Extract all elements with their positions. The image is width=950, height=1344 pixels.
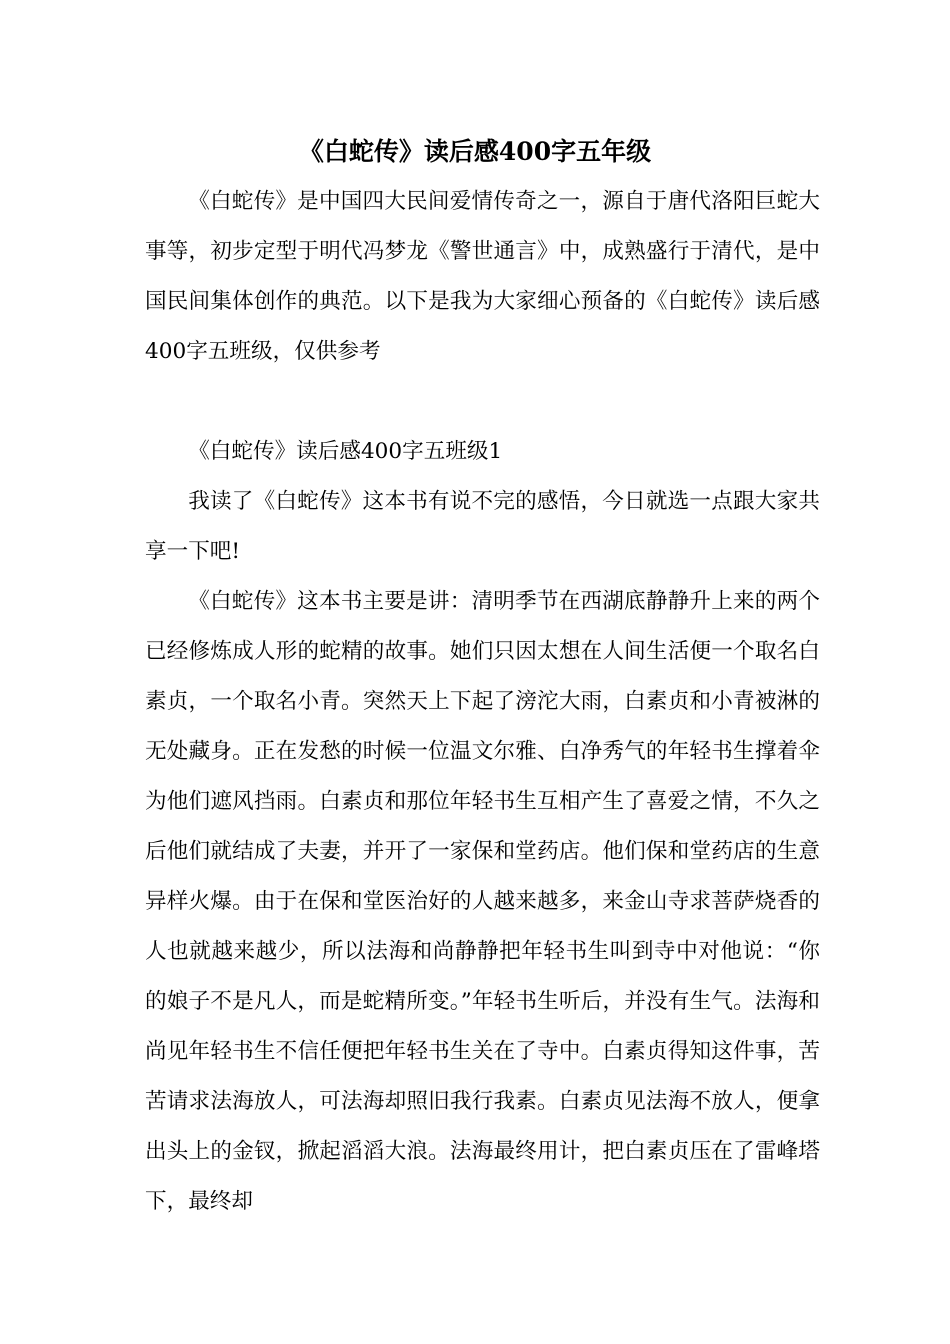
paragraph-spacer — [145, 377, 820, 427]
body-paragraph: 《白蛇传》这本书主要是讲：清明季节在西湖底静静升上来的两个已经修炼成人形的蛇精的故事。她们只因太想在人间生活便一个取名白素贞，一个取名小青。突然天上下起了滂沱大雨，白素贞和小青被淋的无处藏身。正在发愁的时候一位温文尔雅、白净秀气的年轻书生撑着伞为他们遮风挡雨。白素贞和那位年轻书生互相产生了喜爱之情，不久之后他们就结成了夫妻，并开了一家保和堂药店。他们保和堂药店的生意异样火爆。由于在保和堂医治好的人越来越多，来金山寺求菩萨烧香的人也就越来越少，所以法海和尚静静把年轻书生叫到寺中对他说：“你的娘子不是凡人，而是蛇精所变。”年轻书生听后，并没有生气。法海和尚见年轻书生不信任便把年轻书生关在了寺中。白素贞得知这件事，苦苦请求法海放人，可法海却照旧我行我素。白素贞见法海不放人，便拿出头上的金钗，掀起滔滔大浪。法海最终用计，把白素贞压在了雷峰塔下，最终却 — [145, 589, 820, 1214]
document-body — [145, 177, 820, 1227]
intro-paragraph: 《白蛇传》是中国四大民间爱情传奇之一，源自于唐代洛阳巨蛇大事等，初步定型于明代冯梦龙《警世通言》中，成熟盛行于清代，是中国民间集体创作的典范。以下是我为大家细心预备的《白蛇传》读后感400字五班级，仅供参考 — [145, 189, 820, 364]
body-paragraph: 我读了《白蛇传》这本书有说不完的感悟，今日就选一点跟大家共享一下吧! — [145, 489, 820, 564]
section-heading: 《白蛇传》读后感400字五班级1 — [188, 439, 503, 464]
document-title: 《白蛇传》读后感400字五年级 — [298, 137, 652, 166]
